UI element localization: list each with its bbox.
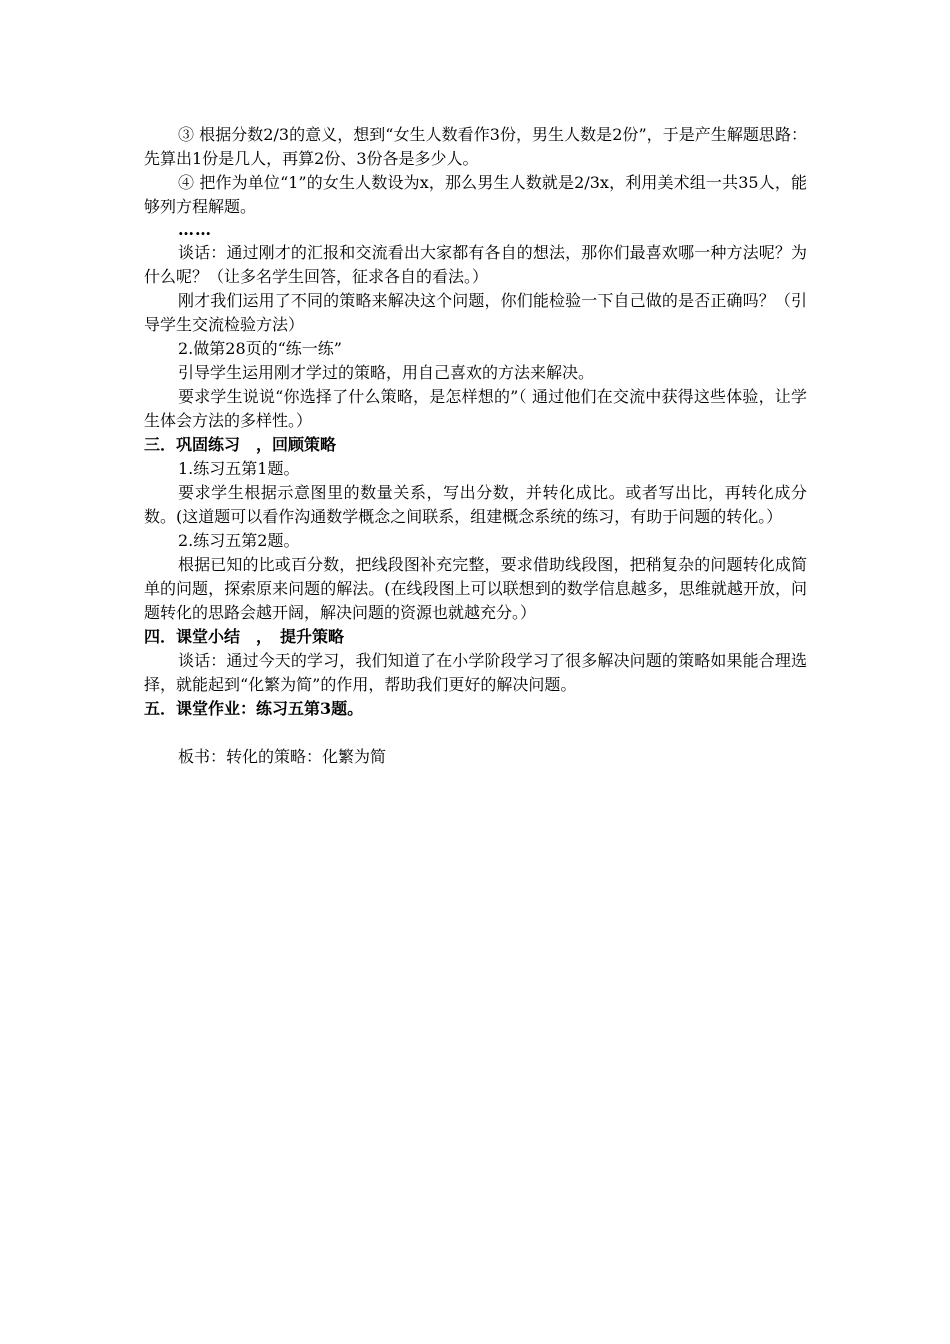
section-heading-3: 三．巩固练习 ，回顾策略 [144,435,337,454]
paragraph-summary: 谈话：通过今天的学习，我们知道了在小学阶段学习了很多解决问题的策略如果能合理选择，就能起到“化繁为简”的作用，帮助我们更好的解决问题。 [144,651,807,694]
paragraph-guide-students: 引导学生运用刚才学过的策略，用自己喜欢的方法来解决。 [178,363,595,382]
paragraph-exercise-2-detail: 根据已知的比或百分数，把线段图补充完整，要求借助线段图，把稍复杂的问题转化成简单的问题，探索原来问题的解法。(在线段图上可以联想到的数学信息越多，思维就越开放，问题转化的思路会越开阔，解决问题的资源也就越充分。） [144,555,807,622]
paragraph-exercise-1-detail: 要求学生根据示意图里的数量关系，写出分数，并转化成比。或者写出比，再转化成分数。(这道题可以看作沟通数学概念之间联系，组建概念系统的练习，有助于问题的转化。） [144,483,807,526]
paragraph-blackboard: 板书：转化的策略：化繁为简 [178,747,387,766]
section-heading-4: 四．课堂小结 ， 提升策略 [144,627,345,646]
paragraph-verification: 刚才我们运用了不同的策略来解决这个问题，你们能检验一下自己做的是否正确吗？（引导学生交流检验方法） [144,291,807,334]
ellipsis: …… [178,220,212,239]
paragraph-solution-3: ③ 根据分数2/3的意义，想到“女生人数看作3份，男生人数是2份”，于是产生解题思路：先算出1份是几人，再算2份、3份各是多少人。 [144,125,807,168]
document-page [144,123,807,769]
blank-line [144,721,807,745]
section-heading-5: 五．课堂作业：练习五第3题。 [144,699,364,718]
paragraph-exercise-1: 1.练习五第1题。 [178,459,300,478]
paragraph-solution-4: ④ 把作为单位“1”的女生人数设为x，那么男生人数就是2/3x，利用美术组一共35人，能够列方程解题。 [144,173,807,216]
paragraph-discussion: 谈话：通过刚才的汇报和交流看出大家都有各自的想法，那你们最喜欢哪一种方法呢？为什么呢？（让多名学生回答，征求各自的看法。） [144,243,807,286]
paragraph-require-explain: 要求学生说说“你选择了什么策略，是怎样想的”（ 通过他们在交流中获得这些体验，让学生体会方法的多样性。） [144,387,807,430]
paragraph-exercise-2: 2.练习五第2题。 [178,531,300,550]
paragraph-exercise-page-28: 2.做第28页的“练一练” [178,339,342,358]
